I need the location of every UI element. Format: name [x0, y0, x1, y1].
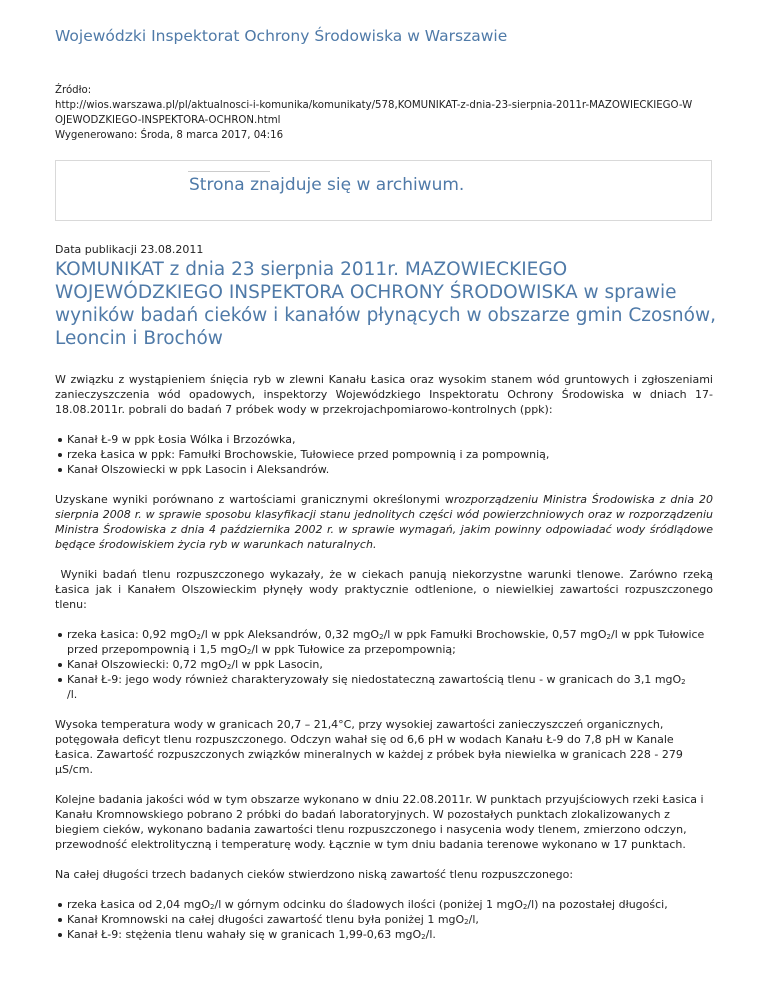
list-item: Kanał Olszowiecki w ppk Lasocin i Aleksandrów. [67, 462, 713, 477]
source-url-line1[interactable]: http://wios.warszawa.pl/pl/aktualnosci-i-komunika/komunikaty/578,KOMUNIKAT-z-dnia-23-sierpnia-2011r-MAZOWIECKIEGO-W [55, 100, 693, 111]
site-title[interactable]: Wojewódzki Inspektorat Ochrony Środowiska w Warszawie [55, 27, 508, 45]
sampling-points-list [55, 432, 713, 477]
list-item: rzeka Łasica w ppk: Famułki Brochowskie, Tułowiece przed pompownią i za pompownią, [67, 447, 713, 462]
comparison-paragraph [55, 492, 713, 552]
temperature-paragraph: Wysoka temperatura wody w granicach 20,7 – 21,4°C, przy wysokiej zawartości zanieczyszczeń organicznych, potęgowała deficyt tlenu rozpuszczonego. Odczyn wahał się od 6,6 pH w wodach Kanału Ł-9 do 7,8 pH w Kanale Łasica. Zawartość rozpuszczonych związków mineralnych w każdej z próbek była niewielka w granicach 228 - 279 µS/cm. [55, 718, 683, 776]
archive-notice: Strona znajduje się w archiwum. [189, 175, 465, 195]
source-url-line2[interactable]: OJEWODZKIEGO-INSPEKTORA-OCHRON.html [55, 115, 281, 126]
summary-results-list [55, 897, 713, 942]
followup-paragraph: Kolejne badania jakości wód w tym obszarze wykonano w dniu 22.08.2011r. W punktach przyujściowych rzeki Łasica i Kanału Kromnowskiego pobrano 2 próbki do badań laboratoryjnych. W pozostałych punktach zlokalizowanych z biegiem cieków, wykonano badania zawartości tlenu rozpuszczonego i nasycenia wody tlenem, zmierzono odczyn, przewodność elektrolityczną i temperaturę wody. Łącznie w tym dniu badania terenowe wykonano w 17 punktach. [55, 793, 704, 851]
article-title: KOMUNIKAT z dnia 23 sierpnia 2011r. MAZOWIECKIEGO WOJEWÓDZKIEGO INSPEKTORA OCHRONY ŚRODOWISKA w sprawie wyników badań cieków i kanałów płynących w obszarze gmin Czosnów, Leoncin i Brochów [55, 259, 716, 349]
archive-notice-box [55, 160, 712, 221]
oxygen-results-list [55, 627, 713, 702]
list-item: rzeka Łasica: 0,92 mgO$_2$/l w ppk Aleksandrów, 0,32 mgO$_2$/l w ppk Famułki Brochowskie, 0,57 mgO$_2$/l w ppk Tułowice przed przepompownią i 1,5 mgO$_2$/l w ppk Tułowice za przepompownią; [67, 627, 713, 657]
list-item: Kanał Ł-9: stężenia tlenu wahały się w granicach 1,99-0,63 mgO$_2$/l. [67, 927, 713, 942]
comparison-lead: Uzyskane wyniki porównano z wartościami granicznymi określonymi w [55, 493, 454, 506]
list-item: Kanał Ł-9: jego wody również charakteryzowały się niedostateczną zawartością tlenu - w granicach do 3,1 mgO$_2$ /l. [67, 672, 713, 702]
article-body [55, 372, 713, 957]
archive-divider [188, 171, 270, 172]
list-item: Kanał Kromnowski na całej długości zawartość tlenu była poniżej 1 mgO$_2$/l, [67, 912, 713, 927]
list-item: Kanał Olszowiecki: 0,72 mgO$_2$/l w ppk Lasocin, [67, 657, 713, 672]
generated-date: Wygenerowano: Środa, 8 marca 2017, 04:16 [55, 130, 284, 141]
source-label: Źródło: [55, 85, 92, 96]
summary-lead: Na całej długości trzech badanych cieków stwierdzono niską zawartość tlenu rozpuszczonego: [55, 868, 574, 881]
list-item: rzeka Łasica od 2,04 mgO$_2$/l w górnym odcinku do śladowych ilości (poniżej 1 mgO$_2$/l) na pozostałej długości, [67, 897, 713, 912]
regulation-reference: rozporządzeniu Ministra Środowiska z dnia 20 sierpnia 2008 r. w sprawie sposobu klasyfikacji stanu jednolitych części wód powierzchniowych oraz w rozporządzeniu Ministra Środowiska z dnia 4 października 2002 r. w sprawie wymagań, jakim powinny odpowiadać wody śródlądowe będące środowiskiem życia ryb w warunkach naturalnych. [55, 493, 713, 551]
intro-paragraph: W związku z wystąpieniem śnięcia ryb w zlewni Kanału Łasica oraz wysokim stanem wód gruntowych i zgłoszeniami zanieczyszczenia wód opadowych, inspektorzy Wojewódzkiego Inspektoratu Ochrony Środowiska w dniach 17-18.08.2011r. pobrali do badań 7 próbek wody w przekrojachpomiarowo-kontrolnych (ppk): [55, 373, 713, 416]
list-item: Kanał Ł-9 w ppk Łosia Wólka i Brzozówka, [67, 432, 713, 447]
oxygen-intro-paragraph: Wyniki badań tlenu rozpuszczonego wykazały, że w ciekach panują niekorzystne warunki tlenowe. Zarówno rzeką Łasica jak i Kanałem Olszowieckim płynęły wody praktycznie odtlenione, o niewielkiej zawartości rozpuszczonego tlenu: [55, 568, 713, 611]
publication-date: Data publikacji 23.08.2011 [55, 243, 204, 256]
source-meta [55, 83, 715, 143]
